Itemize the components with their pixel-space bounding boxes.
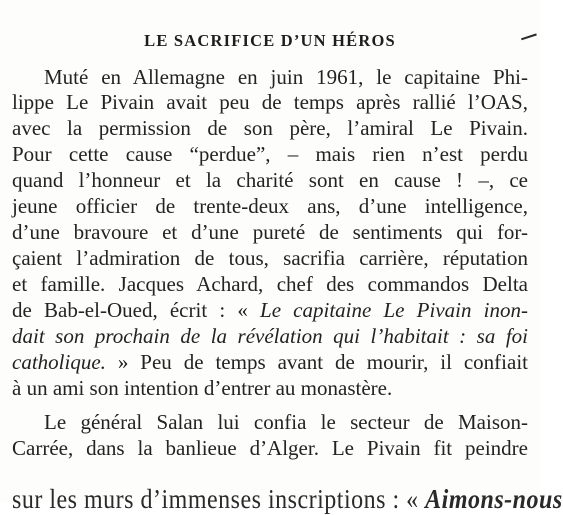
text-line: dait son prochain de la révélation qui l’habitait : sa foi	[12, 324, 528, 348]
text-line: çaient l’admiration de tous, sacrifia carrière, réputation	[12, 246, 528, 270]
text-line: Pour cette cause “perdue”, – mais rien n’est perdu	[12, 142, 528, 166]
cut-off-text-line	[12, 484, 563, 515]
text-line	[12, 298, 528, 322]
text-span: sur les murs d’immenses inscriptions : «	[12, 484, 426, 515]
text-line: quand l’honneur et la charité sont en cause ! –, ce	[12, 168, 528, 192]
text-line	[12, 350, 528, 374]
text-line: et famille. Jacques Achard, chef des commandos Delta	[12, 272, 528, 296]
quote-span: Aimons-nous	[425, 484, 563, 515]
quote-span: Le capitaine Le Pivain inon-	[260, 298, 528, 322]
text-line: d’une bravoure et d’une pureté de sentiments qui for-	[12, 220, 528, 244]
quote-span: catholique.	[12, 350, 106, 374]
text-line: à un ami son intention d’entrer au monastère.	[12, 376, 393, 400]
text-line: Muté en Allemagne en juin 1961, le capitaine Phi-	[44, 65, 528, 89]
text-span: » Peu de temps avant de mourir, il confiait	[105, 350, 528, 374]
text-span: de Bab-el-Oued, écrit : «	[12, 298, 261, 322]
text-line: lippe Le Pivain avait peu de temps après rallié l’OAS,	[12, 90, 528, 114]
text-line: jeune officier de trente-deux ans, d’une intelligence,	[12, 194, 528, 218]
text-line: Le général Salan lui confia le secteur de Maison-	[44, 410, 528, 434]
section-title: LE SACRIFICE D’UN HÉROS	[144, 31, 396, 50]
text-line: avec la permission de son père, l’amiral Le Pivain.	[12, 116, 528, 140]
text-line: Carrée, dans la banlieue d’Alger. Le Pivain fit peindre	[12, 436, 528, 460]
